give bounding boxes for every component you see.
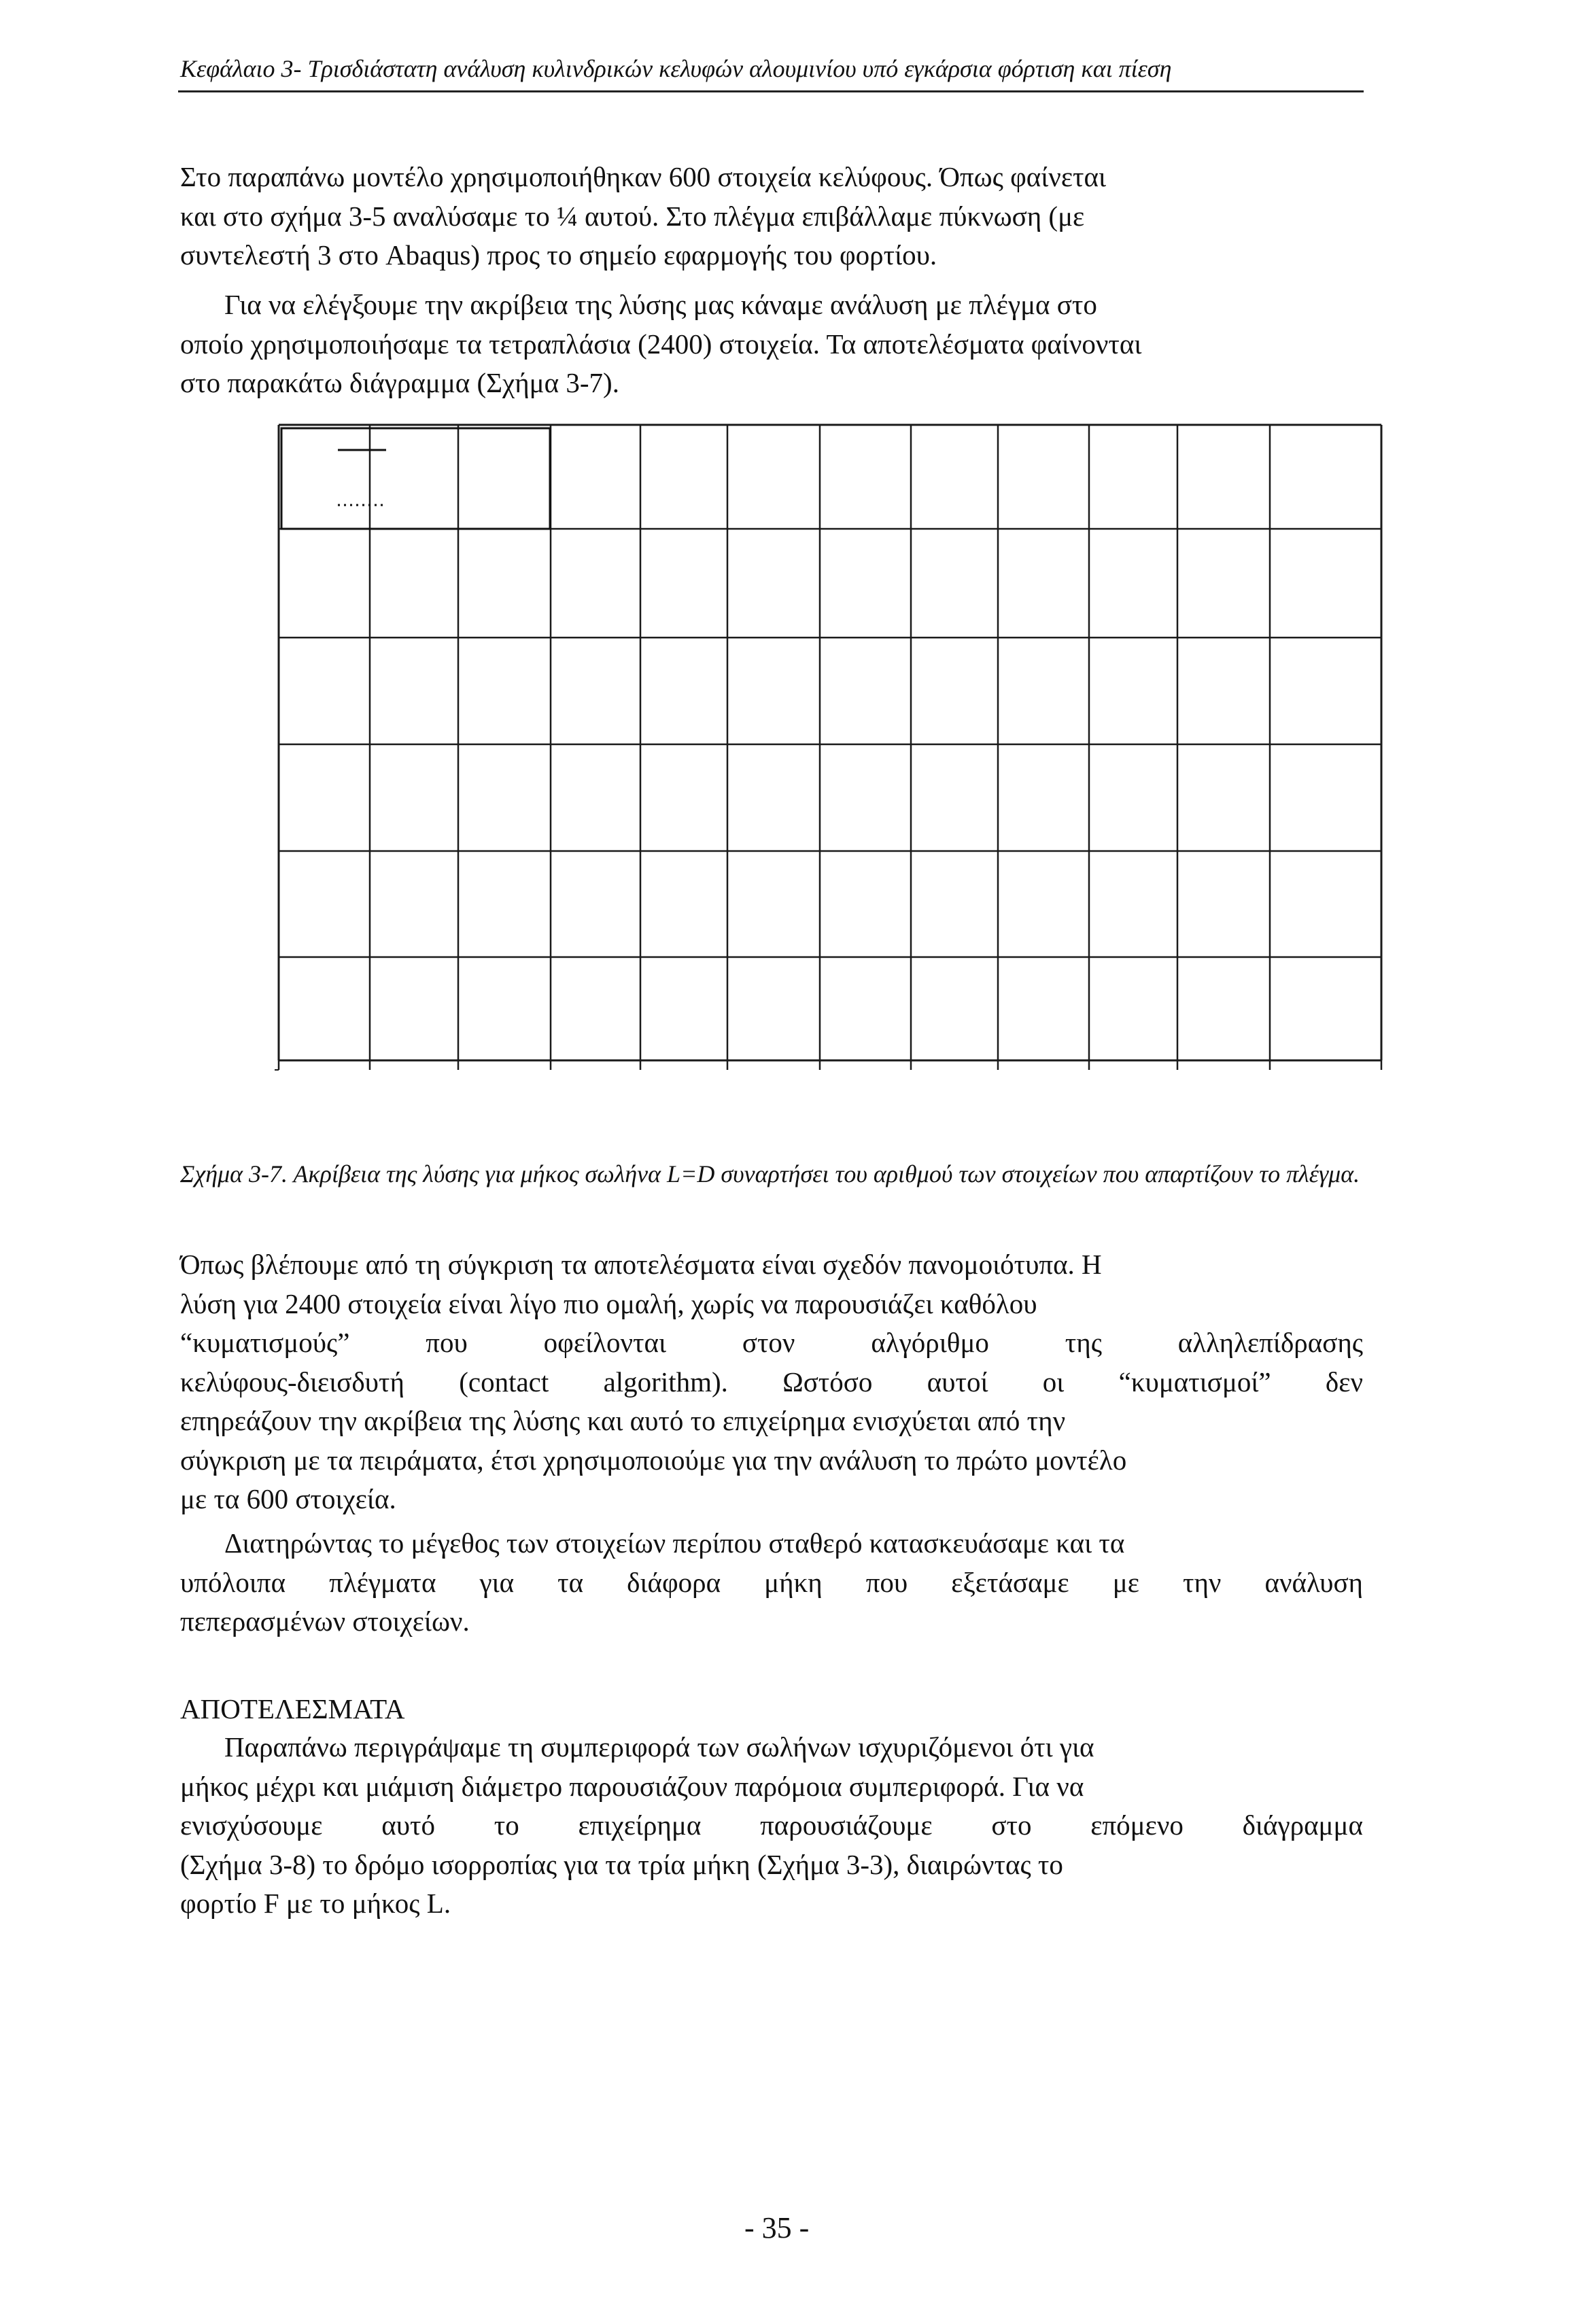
paragraph-line: επηρεάζουν την ακρίβεια της λύσης και αυτό το επιχείρημα ενισχύεται από την (180, 1405, 1066, 1436)
header-rule (178, 90, 1364, 92)
paragraph-line: συντελεστή 3 στο Abaqus) προς το σημείο εφαρμογής του φορτίου. (180, 239, 937, 271)
chart-legend (281, 428, 550, 529)
paragraph-line: Στο παραπάνω μοντέλο χρησιμοποιήθηκαν 600 στοιχεία κελύφους. Όπως φαίνεται (180, 161, 1107, 192)
paragraph-line: οποίο χρησιμοποιήσαμε τα τετραπλάσια (2400) στοιχεία. Τα αποτελέσματα φαίνονται (180, 328, 1142, 360)
page-number: - 35 - (744, 2211, 810, 2244)
paragraph-line: Διατηρώντας το μέγεθος των στοιχείων περίπου σταθερό κατασκευάσαμε και τα (224, 1527, 1125, 1559)
paragraph-line: Όπως βλέπουμε από τη σύγκριση τα αποτελέσματα είναι σχεδόν πανομοιότυπα. Η (180, 1249, 1102, 1280)
paragraph-line: (Σχήμα 3-8) το δρόμο ισορροπίας για τα τρία μήκη (Σχήμα 3-3), διαιρώντας το (180, 1848, 1063, 1880)
paragraph-line: και στο σχήμα 3-5 αναλύσαμε το ¼ αυτού. Στο πλέγμα επιβάλλαμε πύκνωση (με (180, 200, 1085, 232)
paragraph-2 (180, 285, 1363, 403)
paragraph-5 (180, 1728, 1363, 1924)
chart-grid (275, 425, 1381, 1070)
figure-3-7-chart (258, 408, 1387, 1081)
paragraph-line: στο παρακάτω διάγραμμα (Σχήμα 3-7). (180, 367, 619, 398)
paragraph-line: πεπερασμένων στοιχείων. (180, 1606, 470, 1637)
paragraph-line: υπόλοιπα πλέγματα για τα διάφορα μήκη που εξετάσαμε με την ανάλυση (180, 1566, 1363, 1598)
paragraph-line: μήκος μέχρι και μιάμιση διάμετρο παρουσιάζουν παρόμοια συμπεριφορά. Για να (180, 1770, 1084, 1802)
paragraph-line: κελύφους-διεισδυτή (contact algorithm). Ωστόσο αυτοί οι “κυματισμοί” δεν (180, 1366, 1363, 1398)
paragraph-line: σύγκριση με τα πειράματα, έτσι χρησιμοποιούμε για την ανάλυση το πρώτο μοντέλο (180, 1444, 1127, 1476)
running-header: Κεφάλαιο 3- Τρισδιάστατη ανάλυση κυλινδρικών κελυφών αλουμινίου υπό εγκάρσια φόρτιση και πίεση (180, 55, 1172, 82)
figure-caption: Σχήμα 3-7. Ακρίβεια της λύσης για μήκος σωλήνα L=D συναρτήσει του αριθμού των στοιχείων που απαρτίζουν το πλέγμα. (180, 1160, 1360, 1187)
legend-box (281, 428, 550, 529)
paragraph-line: Παραπάνω περιγράψαμε τη συμπεριφορά των σωλήνων ισχυριζόμενοι ότι για (224, 1731, 1094, 1763)
paragraph-line: φορτίο F με το μήκος L. (180, 1888, 451, 1919)
paragraph-4 (180, 1524, 1363, 1642)
paragraph-line: με τα 600 στοιχεία. (180, 1483, 396, 1514)
paragraph-line: λύση για 2400 στοιχεία είναι λίγο πιο ομαλή, χωρίς να παρουσιάζει καθόλου (180, 1287, 1037, 1319)
paragraph-3 (180, 1245, 1363, 1519)
paragraph-line: “κυματισμούς” που οφείλονται στον αλγόριθμο της αλληλεπίδρασης (180, 1327, 1363, 1358)
paragraph-line: ενισχύσουμε αυτό το επιχείρημα παρουσιάζουμε στο επόμενο διάγραμμα (180, 1809, 1363, 1841)
paragraph-line: Για να ελέγξουμε την ακρίβεια της λύσης μας κάναμε ανάλυση με πλέγμα στο (224, 289, 1097, 320)
section-heading: ΑΠΟΤΕΛΕΣΜΑΤΑ (180, 1693, 405, 1724)
paragraph-1 (180, 158, 1363, 275)
